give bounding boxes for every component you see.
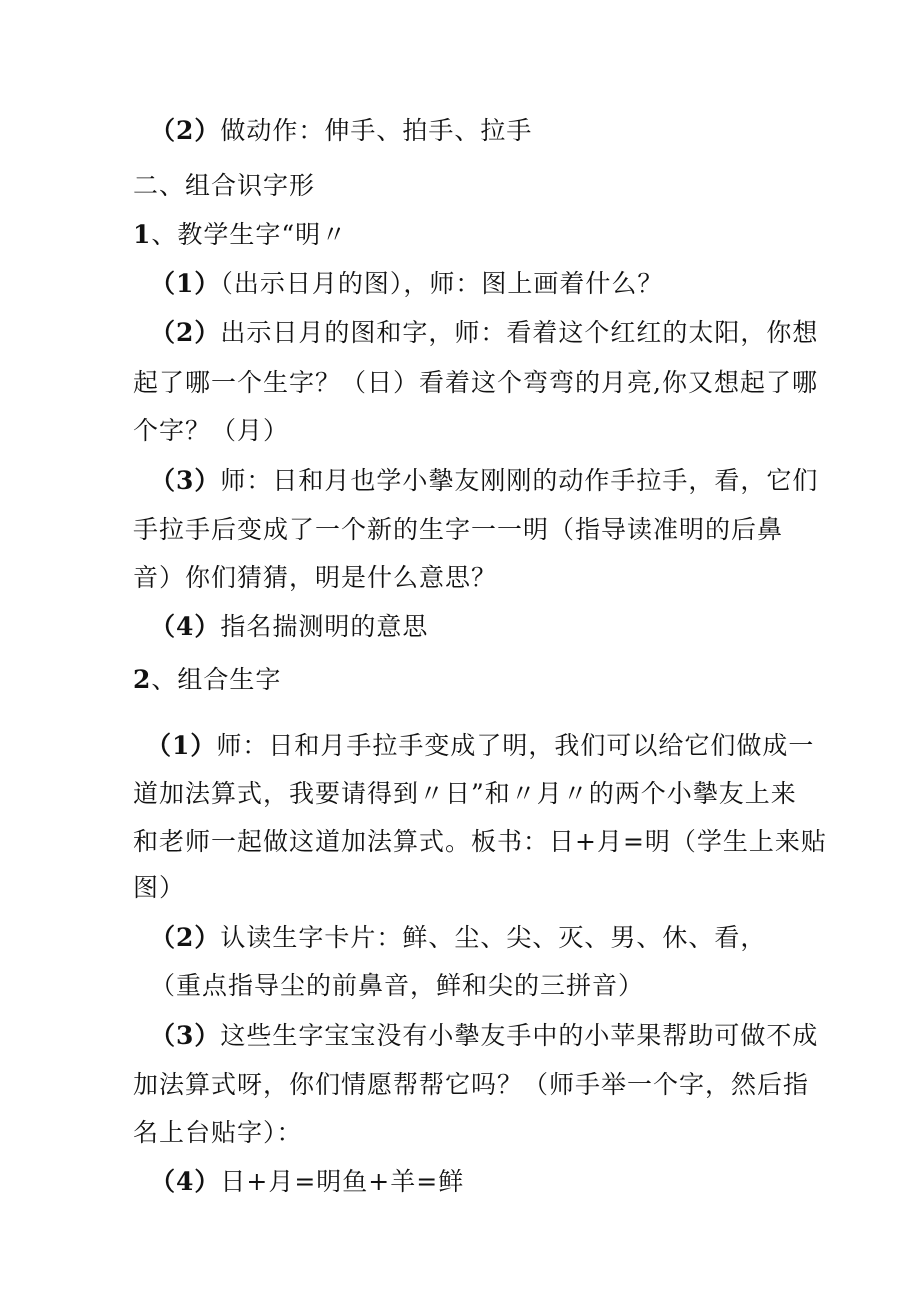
line-text: 和老师一起做这道加法算式。板书：日+月=明（学生上来贴 — [133, 827, 827, 856]
item-number: （3） — [150, 1021, 221, 1050]
paragraph-line — [150, 922, 766, 954]
item-number: （3） — [150, 466, 221, 495]
section-heading — [133, 170, 315, 202]
paragraph-line — [150, 317, 818, 349]
line-text: 、教学生字“明〃 — [151, 220, 348, 249]
item-number: （4） — [150, 612, 221, 641]
paragraph-line — [150, 611, 428, 643]
paragraph-line — [150, 115, 532, 147]
line-text: 加法算式呀，你们情愿帮帮它吗？（师手举一个字，然后指 — [133, 1070, 810, 1099]
paragraph-line — [133, 778, 797, 810]
line-text: 日+月=明鱼+羊=鲜 — [220, 1167, 465, 1196]
item-number: （1） — [146, 731, 217, 760]
line-text: 手拉手后变成了一个新的生字一一明（指导读准明的后鼻 — [133, 515, 784, 544]
item-number: （2） — [150, 116, 221, 145]
line-text: 认读生字卡片：鲜、尘、尖、灭、男、休、看， — [220, 923, 767, 952]
paragraph-line — [133, 514, 783, 546]
line-text: 师：日和月也学小摰友刚刚的动作手拉手，看，它们 — [220, 466, 819, 495]
line-text: 名上台贴字）： — [133, 1118, 303, 1147]
subsection-heading — [133, 219, 347, 251]
line-text: 二、组合识字形 — [133, 171, 316, 200]
paragraph-line — [133, 872, 185, 904]
subsection-heading — [133, 664, 281, 696]
line-text: 个字？（月） — [133, 416, 290, 445]
paragraph-line — [133, 367, 818, 399]
line-text: 图） — [133, 873, 186, 902]
line-text: 这些生字宝宝没有小摰友手中的小苹果帮助可做不成 — [220, 1021, 819, 1050]
line-text: （重点指导尘的前鼻音，鲜和尖的三拼音） — [150, 971, 645, 1000]
paragraph-line — [133, 1069, 809, 1101]
line-text: 师：日和月手拉手变成了明，我们可以给它们做成一 — [216, 731, 815, 760]
paragraph-line — [150, 970, 644, 1002]
item-number: （2） — [150, 318, 221, 347]
item-number: （1） — [150, 269, 221, 298]
paragraph-line — [150, 1166, 464, 1198]
paragraph-line — [133, 415, 289, 447]
paragraph-line — [150, 1020, 818, 1052]
line-text: 指名揣测明的意思 — [220, 612, 429, 641]
item-number: （4） — [150, 1167, 221, 1196]
line-text: 音）你们猜猜，明是什么意思？ — [133, 563, 498, 592]
line-text: 、组合生字 — [151, 665, 282, 694]
item-number: （2） — [150, 923, 221, 952]
paragraph-line — [150, 268, 663, 300]
paragraph-line — [146, 730, 814, 762]
line-text: （出示日月的图），师：图上画着什么？ — [220, 269, 664, 298]
paragraph-line — [133, 1117, 303, 1149]
item-number: 2 — [133, 665, 152, 694]
item-number: 1 — [133, 220, 152, 249]
paragraph-line — [133, 562, 497, 594]
line-text: 出示日月的图和字，师：看着这个红红的太阳，你想 — [220, 318, 819, 347]
paragraph-line — [133, 826, 827, 858]
line-text: 道加法算式，我要请得到〃日”和〃月〃的两个小摰友上来 — [133, 779, 797, 808]
line-text: 做动作：伸手、拍手、拉手 — [220, 116, 533, 145]
paragraph-line — [150, 465, 818, 497]
line-text: 起了哪一个生字？（日）看着这个弯弯的月亮,你又想起了哪 — [133, 368, 818, 397]
